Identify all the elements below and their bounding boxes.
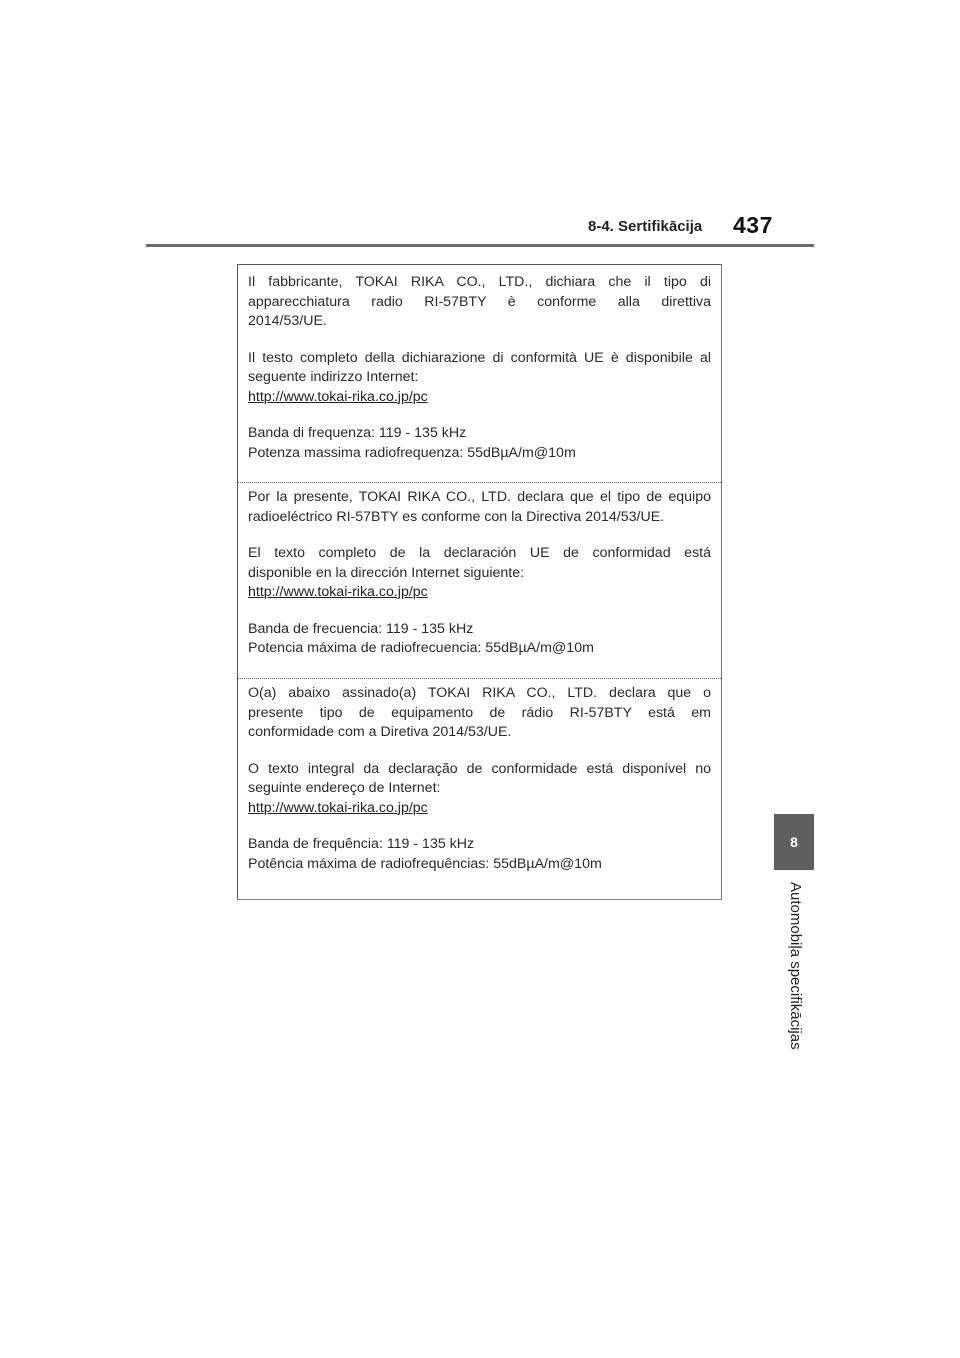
italian-declaration (248, 273, 711, 463)
portuguese-frequency-band: Banda de frequência: 119 - 135 kHz (248, 836, 475, 852)
portuguese-declaration (248, 684, 711, 874)
header-rule (146, 244, 814, 247)
portuguese-max-power: Potência máxima de radiofrequências: 55dBµA/m@10m (248, 855, 602, 872)
italian-text-line: seguente indirizzo Internet: (248, 369, 419, 385)
portuguese-decl-line: presente tipo de equipamento de rádio RI-57BTY está em (248, 704, 711, 721)
portuguese-url-link[interactable]: http://www.tokai-rika.co.jp/pc (248, 799, 428, 816)
italian-frequency-band: Banda di frequenza: 119 - 135 kHz (248, 425, 467, 441)
page-number: 437 (733, 212, 773, 238)
italian-max-power: Potenza massima radiofrequenza: 55dBµA/m@10m (248, 444, 576, 461)
spanish-text-line: disponible en la dirección Internet siguiente: (248, 564, 525, 581)
spanish-decl-line: radioeléctrico RI-57BTY es conforme con la Directiva 2014/53/UE. (248, 508, 665, 525)
chapter-tab: 8 (774, 814, 814, 870)
section-divider (238, 482, 721, 483)
declaration-box (237, 264, 722, 900)
portuguese-decl-line: O(a) abaixo assinado(a) TOKAI RIKA CO., LTD. declara que o (248, 685, 711, 701)
spanish-declaration (248, 488, 711, 659)
spanish-decl-line: Por la presente, TOKAI RIKA CO., LTD. declara que el tipo de equipo (248, 489, 711, 505)
italian-decl-line: Il fabbricante, TOKAI RIKA CO., LTD., dichiara che il tipo di (248, 274, 711, 290)
section-divider (238, 678, 721, 679)
portuguese-text-line: O texto integral da declaração de conformidade está disponível no (248, 760, 711, 777)
section-title: 8-4. Sertifikācija (588, 218, 703, 235)
chapter-label: Automobiļa specifikācijas (787, 882, 804, 1050)
spanish-frequency-band: Banda de frecuencia: 119 - 135 kHz (248, 620, 474, 637)
portuguese-text-line: seguinte endereço de Internet: (248, 780, 441, 796)
spanish-text-line: El texto completo de la declaración UE de conformidad está (248, 545, 711, 561)
spanish-max-power: Potencia máxima de radiofrecuencia: 55dBµA/m@10m (248, 640, 594, 656)
italian-text-line: Il testo completo della dichiarazione di conformità UE è disponibile al (248, 349, 711, 366)
italian-decl-line: 2014/53/UE. (248, 313, 327, 329)
italian-decl-line: apparecchiatura radio RI-57BTY è conforme alla direttiva (248, 293, 711, 310)
spanish-url-link[interactable]: http://www.tokai-rika.co.jp/pc (248, 584, 428, 600)
portuguese-decl-line: conformidade com a Diretiva 2014/53/UE. (248, 724, 512, 740)
italian-url-link[interactable]: http://www.tokai-rika.co.jp/pc (248, 388, 428, 405)
